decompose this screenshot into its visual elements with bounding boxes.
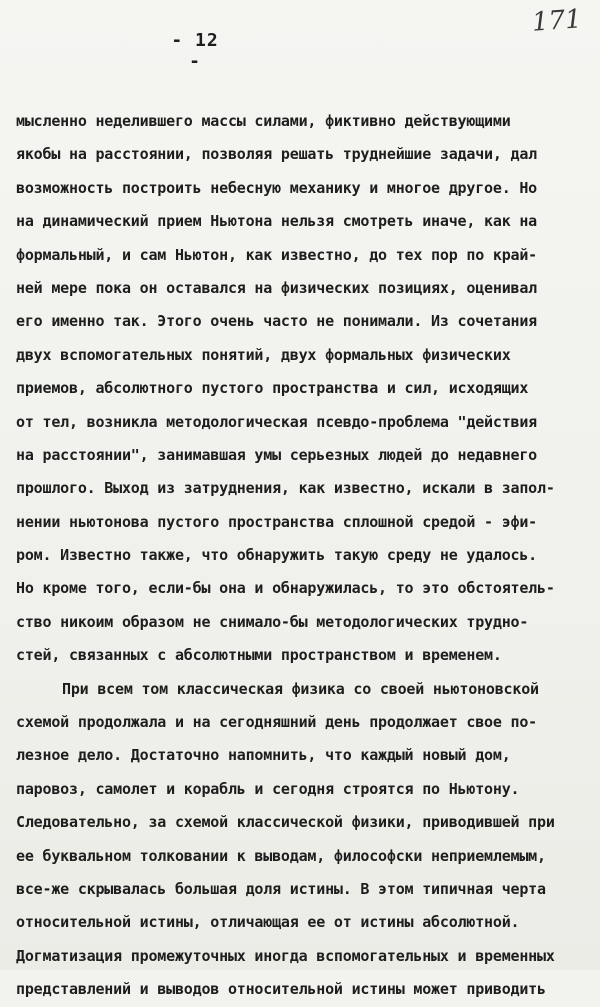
text-line: прошлого. Выход из затруднения, как известно, искали в запол- [16,479,555,498]
text-line: ство никоим образом не снимало-бы методологических трудно- [16,612,529,631]
text-line: возможность построить небесную механику и многое другое. Но [16,178,538,197]
text-line: формальный, и сам Ньютон, как известно, до тех пор по край- [16,245,538,264]
text-line: представлений и выводов относительной истины может приводить [16,980,546,999]
text-line: При всем том классическая физика со своей ньютоновской [62,679,539,698]
page-number: - 12 - [171,30,219,72]
text-line: его именно так. Этого очень часто не понимали. Из сочетания [16,312,538,331]
text-line: на расстоянии", занимавшая умы серьезных людей до недавнего [16,445,538,464]
text-line: нении ньютонова пустого пространства сплошной средой - эфи- [16,512,538,531]
text-line: все-же скрывалась большая доля истины. В этом типичная черта [16,879,546,898]
body-text [16,105,600,1007]
text-line: паровоз, самолет и корабль и сегодня строятся по Ньютону. [16,779,520,798]
text-line: Но кроме того, если-бы она и обнаружилась, то это обстоятель- [16,579,555,598]
text-line: стей, связанных с абсолютными пространством и временем. [16,646,502,665]
text-line: Догматизация промежуточных иногда вспомогательных и временных [16,946,555,965]
text-line: якобы на расстоянии, позволяя решать труднейшие задачи, дал [16,145,538,164]
text-line: мысленно неделившего массы силами, фиктивно действующими [16,112,511,130]
text-line: ром. Известно также, что обнаружить такую среду не удалось. [16,546,538,565]
text-line: ее буквальном толковании к выводам, философски неприемлемым, [16,846,546,865]
text-line: на динамический прием Ньютона нельзя смотреть иначе, как на [16,212,538,231]
text-line: относительной истины, отличающая ее от истины абсолютной. [16,913,520,932]
text-line: двух вспомогательных понятий, двух формальных физических [16,345,511,364]
text-line: лезное дело. Достаточно напомнить, что каждый новый дом, [16,746,511,765]
text-line: приемов, абсолютного пустого пространства и сил, исходящих [16,379,529,398]
text-line: схемой продолжала и на сегодняшний день продолжает свое по- [16,713,538,732]
text-line: от тел, возникла методологическая псевдо-проблема "действия [16,412,538,431]
text-line: ней мере пока он оставался на физических позициях, оценивал [16,278,538,297]
text-line: Следовательно, за схемой классической физики, приводившей при [16,813,555,832]
archive-number: 171 [531,4,583,38]
